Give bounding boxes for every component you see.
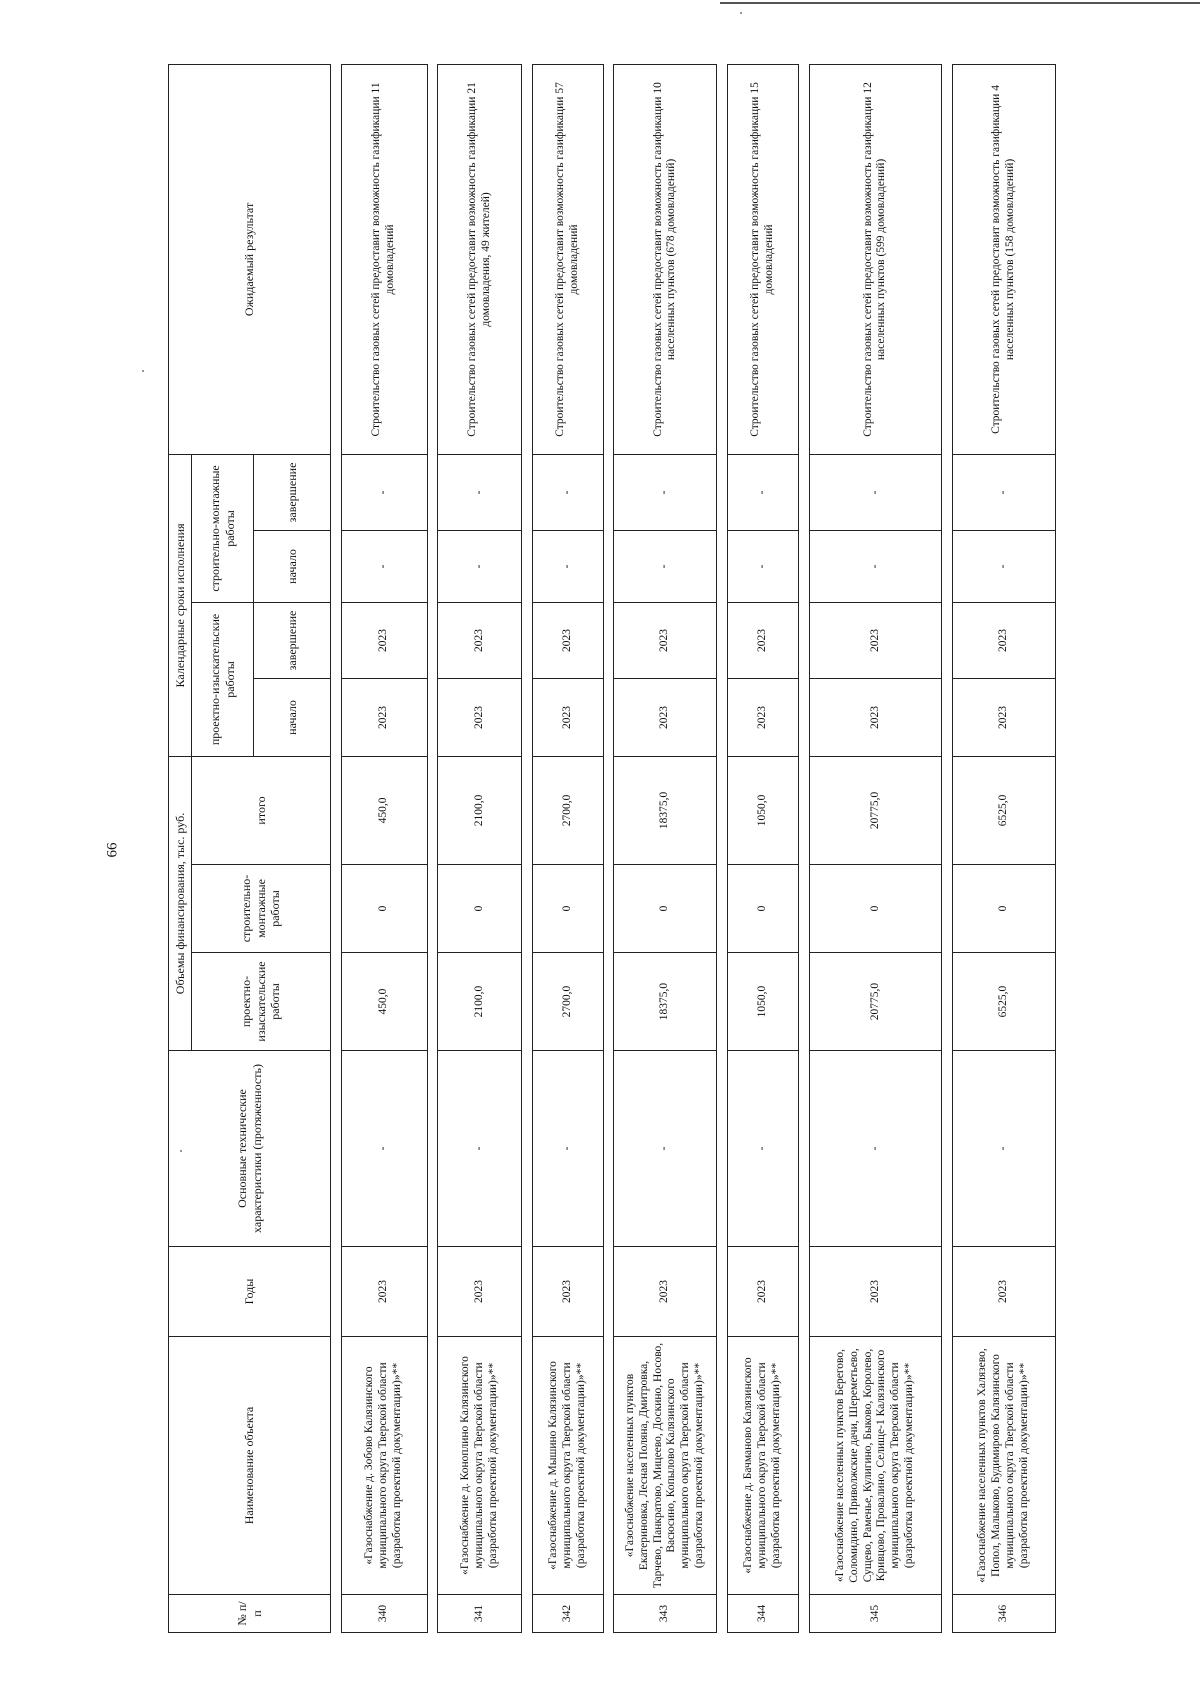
cell-year: 2023 [809, 1247, 942, 1337]
cell-design-end: 2023 [952, 602, 1055, 678]
cell-design-start: 2023 [341, 678, 427, 756]
cell-fin-design: 2700,0 [532, 953, 603, 1051]
row-spacer [942, 64, 953, 1632]
cell-num: 341 [438, 1595, 522, 1633]
cell-design-start: 2023 [614, 678, 717, 756]
col-header-name: Наименование объекта [169, 1337, 331, 1595]
cell-design-start: 2023 [727, 678, 798, 756]
cell-build-end: - [952, 454, 1055, 530]
col-header-build-start: начало [254, 530, 331, 602]
cell-year: 2023 [341, 1247, 427, 1337]
cell-build-start: - [341, 530, 427, 602]
cell-design-end: 2023 [532, 602, 603, 678]
col-header-num: № п/п [169, 1595, 331, 1633]
cell-result: Строительство газовых сетей предоставит возможность газификации 15 домовладений [727, 64, 798, 454]
cell-build-start: - [952, 530, 1055, 602]
cell-year: 2023 [952, 1247, 1055, 1337]
col-header-build-end: завершение [254, 454, 331, 530]
spacer-cell [942, 64, 953, 1632]
cell-build-end: - [809, 454, 942, 530]
cell-name: «Газоснабжение д. Коноплино Калязинского муниципального округа Тверской области (разработка проектной документации)»** [438, 1337, 522, 1595]
cell-result: Строительство газовых сетей предоставит возможность газификации 4 населенных пунктов (158 домовладений) [952, 64, 1055, 454]
cell-design-start: 2023 [809, 678, 942, 756]
cell-design-end: 2023 [341, 602, 427, 678]
cell-build-start: - [727, 530, 798, 602]
cell-tech: - [952, 1051, 1055, 1247]
cell-num: 343 [614, 1595, 717, 1633]
cell-tech: - [438, 1051, 522, 1247]
col-header-result: Ожидаемый результат [169, 64, 331, 454]
table-row [438, 64, 522, 1632]
cell-tech: - [532, 1051, 603, 1247]
cell-fin-total: 1050,0 [727, 756, 798, 864]
cell-fin-build: 0 [341, 865, 427, 953]
row-spacer [603, 64, 614, 1632]
col-header-years: Годы [169, 1247, 331, 1337]
col-header-finance: Объемы финансирования, тыс. руб. [169, 756, 192, 1050]
cell-year: 2023 [614, 1247, 717, 1337]
cell-build-end: - [341, 454, 427, 530]
cell-result: Строительство газовых сетей предоставит возможность газификации 11 домовладений [341, 64, 427, 454]
table-row [809, 64, 942, 1632]
cell-tech: - [614, 1051, 717, 1247]
cell-num: 342 [532, 1595, 603, 1633]
scan-top-rule [720, 2, 1200, 4]
program-objects-table [168, 64, 1056, 1633]
spacer-cell [427, 64, 438, 1632]
cell-fin-build: 0 [952, 865, 1055, 953]
scan-speck [142, 370, 144, 372]
cell-fin-build: 0 [614, 865, 717, 953]
cell-name: «Газоснабжение д. Зобово Калязинского муниципального округа Тверской области (разработка проектной документации)»** [341, 1337, 427, 1595]
cell-build-start: - [614, 530, 717, 602]
cell-name: «Газоснабжение д. Мышино Калязинского муниципального округа Тверской области (разработка проектной документации)»** [532, 1337, 603, 1595]
cell-fin-build: 0 [438, 865, 522, 953]
spacer-cell [799, 64, 810, 1632]
col-header-fin-total: итого [192, 756, 331, 864]
cell-fin-total: 2100,0 [438, 756, 522, 864]
table-row [532, 64, 603, 1632]
cell-name: «Газоснабжение населенных пунктов Берегово, Соломидино, Приволжские дачи, Шереметьево, Сущево, Раменье, Кулигино, Быково, Королево, Кривцово, Провалино, Селище-1 Калязинского муниципального округа Тверской области (разработка проектной документации)»** [809, 1337, 942, 1595]
cell-design-end: 2023 [438, 602, 522, 678]
cell-num: 346 [952, 1595, 1055, 1633]
table-row [952, 64, 1055, 1632]
spacer-cell [522, 64, 533, 1632]
row-spacer [331, 64, 342, 1632]
cell-fin-build: 0 [809, 865, 942, 953]
cell-fin-build: 0 [727, 865, 798, 953]
row-spacer [799, 64, 810, 1632]
cell-fin-build: 0 [532, 865, 603, 953]
row-spacer [522, 64, 533, 1632]
col-header-cal-build: строительно-монтажные работы [192, 454, 254, 602]
scan-speck [740, 12, 742, 14]
cell-design-end: 2023 [809, 602, 942, 678]
cell-build-start: - [438, 530, 522, 602]
spacer-cell [717, 64, 728, 1632]
cell-design-end: 2023 [614, 602, 717, 678]
cell-fin-design: 20775,0 [809, 953, 942, 1051]
cell-fin-design: 2100,0 [438, 953, 522, 1051]
row-spacer [717, 64, 728, 1632]
cell-tech: - [341, 1051, 427, 1247]
cell-tech: - [809, 1051, 942, 1247]
cell-build-end: - [438, 454, 522, 530]
table-row [727, 64, 798, 1632]
cell-fin-total: 450,0 [341, 756, 427, 864]
table-row [614, 64, 717, 1632]
spacer-cell [603, 64, 614, 1632]
cell-fin-total: 20775,0 [809, 756, 942, 864]
cell-num: 345 [809, 1595, 942, 1633]
cell-year: 2023 [532, 1247, 603, 1337]
rotated-table-wrapper [168, 65, 1056, 1633]
cell-build-start: - [809, 530, 942, 602]
cell-design-start: 2023 [532, 678, 603, 756]
cell-design-end: 2023 [727, 602, 798, 678]
cell-year: 2023 [438, 1247, 522, 1337]
cell-result: Строительство газовых сетей предоставит возможность газификации 12 населенных пунктов (599 домовладений) [809, 64, 942, 454]
cell-fin-total: 2700,0 [532, 756, 603, 864]
cell-fin-total: 6525,0 [952, 756, 1055, 864]
cell-tech: - [727, 1051, 798, 1247]
table-row [341, 64, 427, 1632]
cell-fin-design: 450,0 [341, 953, 427, 1051]
cell-result: Строительство газовых сетей предоставит возможность газификации 10 населенных пунктов (678 домовладений) [614, 64, 717, 454]
col-header-design-end: завершение [254, 602, 331, 678]
cell-build-end: - [532, 454, 603, 530]
cell-num: 340 [341, 1595, 427, 1633]
spacer-cell [331, 64, 342, 1632]
cell-num: 344 [727, 1595, 798, 1633]
cell-build-end: - [727, 454, 798, 530]
col-header-cal-design: проектно-изыскательские работы [192, 602, 254, 756]
cell-build-end: - [614, 454, 717, 530]
cell-name: «Газоснабжение населенных пунктов Екатериновка, Лесная Поляна, Дмитровка, Тарчево, Панкратово, Мицеево, Доскино, Носово, Васюсино, Копылово Калязинского муниципального округа Тверской области (разработка проектной документации)»** [614, 1337, 717, 1595]
header-row-1 [169, 64, 192, 1632]
cell-year: 2023 [727, 1247, 798, 1337]
col-header-tech: Основные технические характеристики (протяженность) [169, 1051, 331, 1247]
cell-name: «Газоснабжение населенных пунктов Халязево, Попол, Малыково, Будимирово Калязинского муниципального округа Тверской области (разработка проектной документации)»** [952, 1337, 1055, 1595]
cell-build-start: - [532, 530, 603, 602]
cell-design-start: 2023 [952, 678, 1055, 756]
cell-fin-total: 18375,0 [614, 756, 717, 864]
row-spacer [427, 64, 438, 1632]
page-number: 66 [104, 842, 121, 858]
cell-fin-design: 6525,0 [952, 953, 1055, 1051]
cell-design-start: 2023 [438, 678, 522, 756]
cell-fin-design: 18375,0 [614, 953, 717, 1051]
cell-result: Строительство газовых сетей предоставит возможность газификации 57 домовладений [532, 64, 603, 454]
col-header-calendar: Календарные сроки исполнения [169, 454, 192, 756]
col-header-fin-design: проектно-изыскательские работы [192, 953, 331, 1051]
cell-result: Строительство газовых сетей предоставит возможность газификации 21 домовладения, 49 жителей) [438, 64, 522, 454]
cell-fin-design: 1050,0 [727, 953, 798, 1051]
col-header-fin-build: строительно-монтажные работы [192, 865, 331, 953]
cell-name: «Газоснабжение д. Бачманово Калязинского муниципального округа Тверской области (разработка проектной документации)»** [727, 1337, 798, 1595]
col-header-design-start: начало [254, 678, 331, 756]
